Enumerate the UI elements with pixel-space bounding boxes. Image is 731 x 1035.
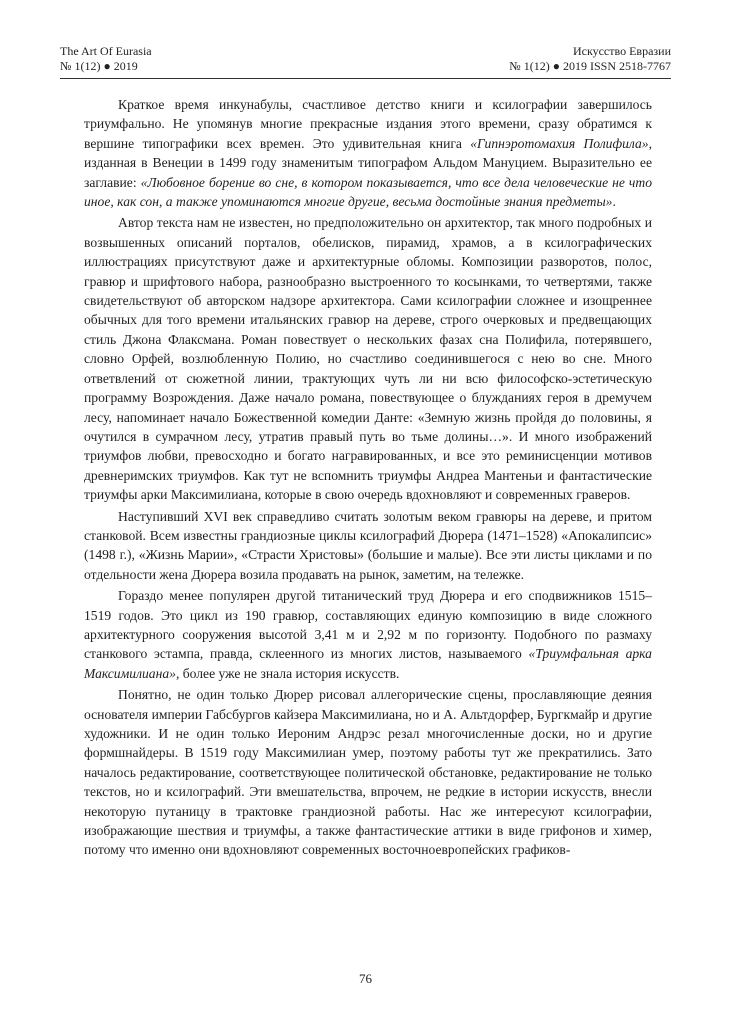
- paragraph-2: Автор текста нам не известен, но предположительно он архитектор, так много подробных и возвышенных описаний порталов, обелисков, пирамид, храмов, а в ксилографических иллюстрациях присутствуют даже и архитектурные обломы. Композиции разворотов, полос, гравюр и шрифтового набора, разнообразно выстроенного то косынками, то четвертями, также свидетельствуют об авторском надзоре архитектора. Сами ксилографии сложнее и изощреннее обычных для того времени итальянских гравюр на дереве, строго очерковых и предвещающих стиль Джона Флаксмана. Роман повествует о нескольких фазах сна Полифила, потерявшего, словно Орфей, возлюбленную Полию, но счастливо соединившегося с нею во сне. Много ответвлений от сюжетной линии, трактующих чуть ли ни всю философско-эстетическую программу Возрождения. Даже начало романа, повествующее о блужданиях героя в дремучем лесу, напоминает начало Божественной комедии Данте: «Земную жизнь пройдя до половины, я очутился в сумрачном лесу, утратив правый путь во тьме долины…». И много изображений триумфов любви, превосходно и богато награвированных, и все это реминисценции мотивов древнеримских триумфов. Как тут не вспомнить триумфы Андреа Мантеньи и фантастические триумфы арки Максимилиана, которые в свою очередь вдохновляют и современных граверов.: [84, 215, 652, 503]
- journal-title-ru: [509, 44, 671, 74]
- header-right-line1: Искусство Евразии: [572, 44, 671, 58]
- paragraph-4: [84, 586, 652, 683]
- paragraph-1-end: .: [612, 194, 616, 210]
- page-number: 76: [359, 971, 372, 986]
- header-divider: [60, 78, 671, 79]
- book-title-italic: «Гипнэротомахия Полифила»: [470, 135, 649, 151]
- paragraph-1-text: Краткое время инкунабулы, счастливое детство книги и ксилографии завершилось триумфально. Не упомянув многие прекрасные издания этого времени, сразу обратимся к вершине типографики всех времен. Это удивительная книга: [84, 97, 652, 151]
- paragraph-5: Понятно, не один только Дюрер рисовал аллегорические сцены, прославляющие деяния основателя империи Габсбургов кайзера Максимилиана, но и А. Альтдорфер, Бургкмайр и другие художники. И не один только Иероним Андрэс резал многочисленные доски, но и другие формшнайдеры. В 1519 году Максимилиан умер, поэтому работы тут же прекратились. Зато началось редактирование, соответствующее политической обстановке, редактирование не только текстов, но и ксилографий. Эти вмешательства, впрочем, не редкие в истории искусств, внесли некоторую путаницу в трактовке грандиозной работы. Нас же интересуют ксилографии, изображающие шествия и триумфы, а также фантастические аттики в виде грифонов и химер, потому что именно они вдохновляют современных восточноевропейских графиков-: [84, 687, 653, 858]
- book-subtitle-italic: «Любовное борение во сне, в котором показывается, что все дела человеческие не что иное, как сон, а также упоминаются многие другие, весьма достойные знания предметы»: [84, 174, 653, 210]
- paragraph-1: [84, 95, 652, 211]
- article-body: [84, 95, 652, 860]
- paragraph-4-text: Гораздо менее популярен другой титанический труд Дюрера и его сподвижников 1515–1519 годов. Это цикл из 190 гравюр, составляющих единую композицию в виде сложного архитектурного сооружения высотой 3,41 м и 2,92 м по горизонту. Подобного по размаху станкового эстампа, правда, склеенного из многих листов, называемого: [84, 588, 652, 662]
- paragraph-1-text-cont: , изданная в Венеции в 1499 году знаменитым типографом Альдом Мануцием. Выразительно ее заглавие:: [84, 135, 652, 190]
- paragraph-4-end: , более уже не знала история искусств.: [175, 665, 400, 681]
- header-right-line2: № 1(12) ● 2019 ISSN 2518-7767: [509, 59, 671, 73]
- header-left-line2: № 1(12) ● 2019: [60, 59, 138, 73]
- header-left-line1: The Art Of Eurasia: [60, 44, 152, 58]
- journal-title-en: [60, 44, 152, 74]
- arch-title-italic: «Триумфальная арка Максимилиана»: [84, 646, 652, 681]
- running-header: [60, 44, 671, 74]
- paragraph-3: Наступивший XVI век справедливо считать золотым веком гравюры на дереве, и притом станковой. Всем известны грандиозные циклы ксилографий Дюрера (1471–1528) «Апокалипсис» (1498 г.), «Жизнь Марии», «Страсти Христовы» (большие и малые). Все эти листы циклами и по отдельности жена Дюрера возила продавать на рынок, заметим, на тележке.: [84, 508, 652, 582]
